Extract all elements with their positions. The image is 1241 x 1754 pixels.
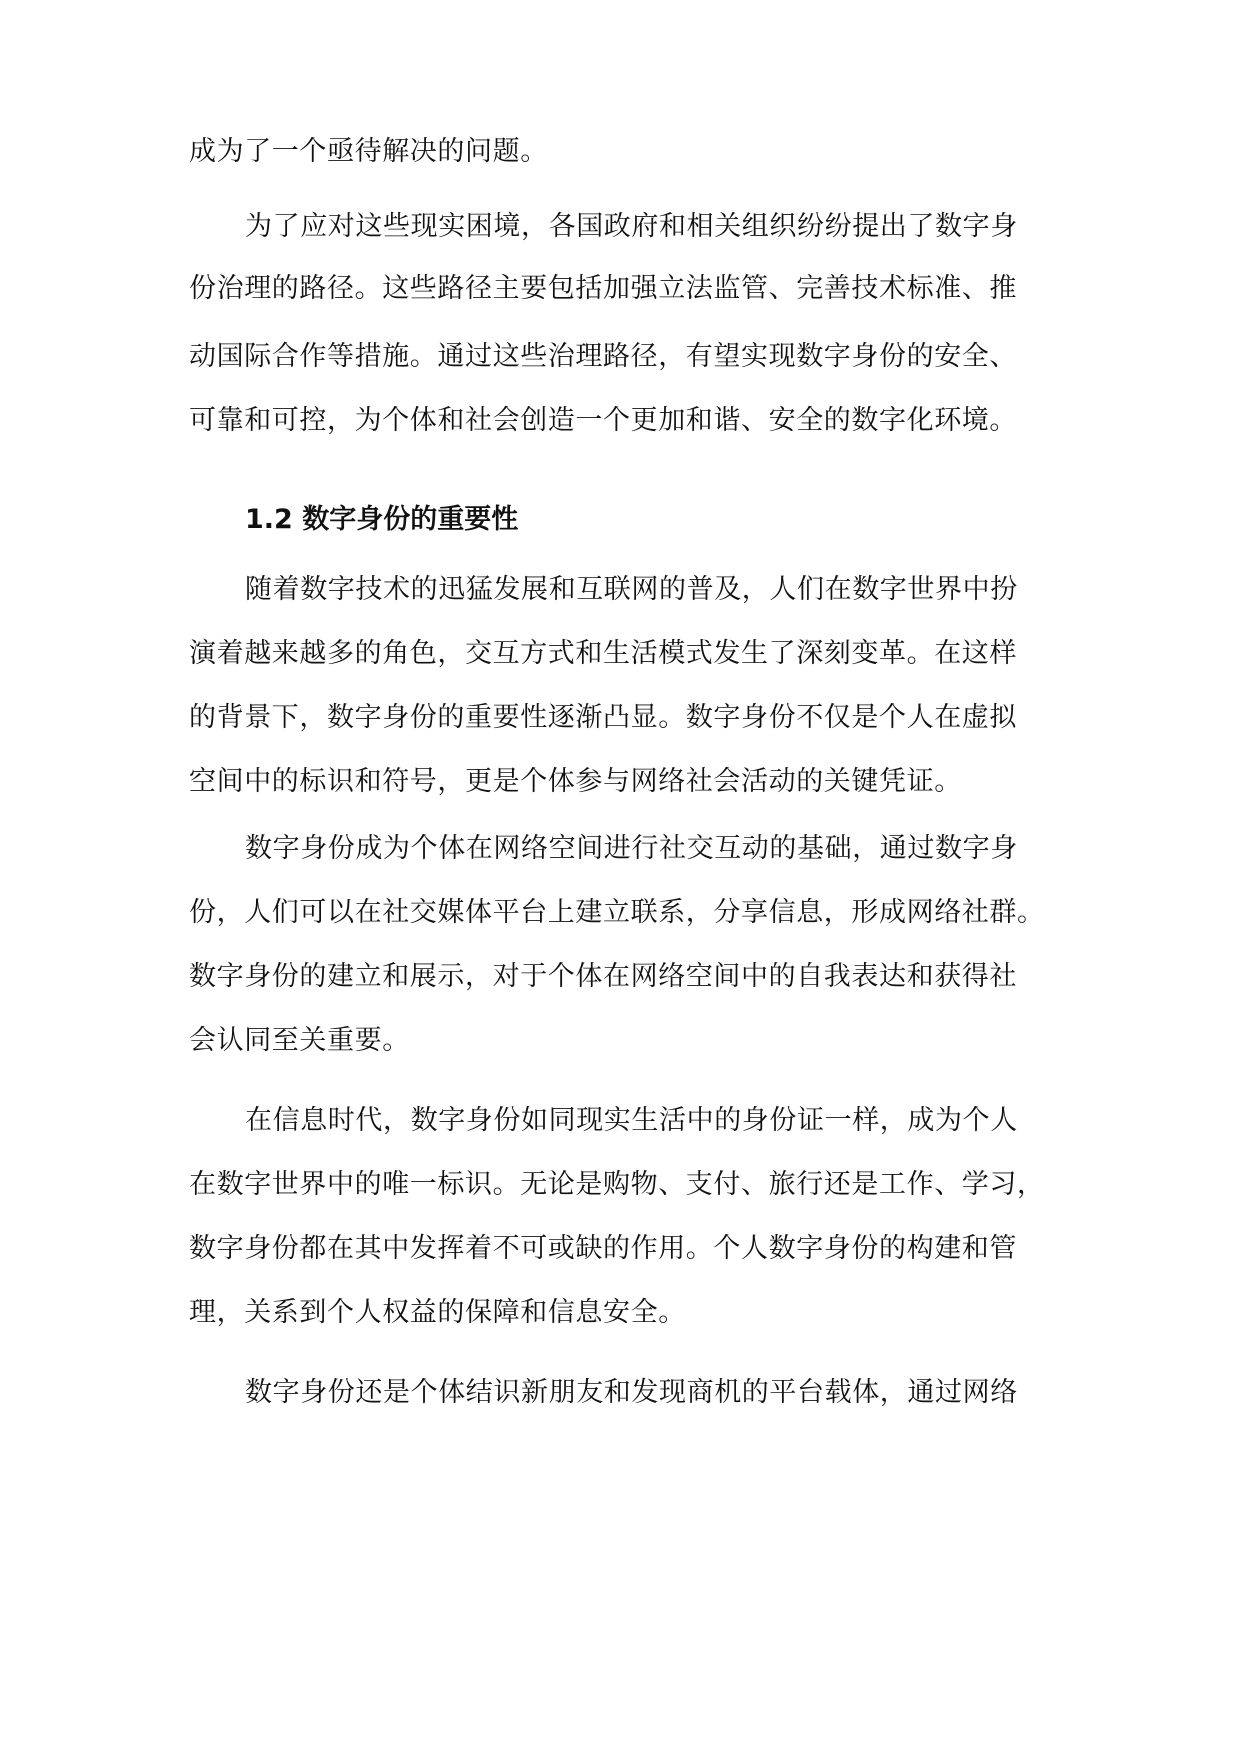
text-line: 份治理的路径。这些路径主要包括加强立法监管、完善技术标准、推	[189, 273, 1017, 304]
section-heading: 1.2 数字身份的重要性	[245, 504, 519, 535]
text-line: 在信息时代，数字身份如同现实生活中的身份证一样，成为个人	[245, 1105, 1018, 1136]
text-line: 空间中的标识和符号，更是个体参与网络社会活动的关键凭证。	[189, 766, 962, 797]
text-line: 会认同至关重要。	[189, 1025, 410, 1056]
text-line: 数字身份还是个体结识新朋友和发现商机的平台载体，通过网络	[245, 1377, 1018, 1408]
text-line: 随着数字技术的迅猛发展和互联网的普及，人们在数字世界中扮	[245, 574, 1018, 605]
text-line: 的背景下，数字身份的重要性逐渐凸显。数字身份不仅是个人在虚拟	[189, 702, 1017, 733]
text-line: 数字身份都在其中发挥着不可或缺的作用。个人数字身份的构建和管	[189, 1233, 1017, 1264]
text-line: 数字身份成为个体在网络空间进行社交互动的基础，通过数字身	[245, 833, 1018, 864]
text-line: 为了应对这些现实困境，各国政府和相关组织纷纷提出了数字身	[245, 211, 1018, 242]
text-line: 份，人们可以在社交媒体平台上建立联系，分享信息，形成网络社群。	[189, 897, 1045, 928]
text-line: 演着越来越多的角色，交互方式和生活模式发生了深刻变革。在这样	[189, 638, 1017, 669]
text-line: 成为了一个亟待解决的问题。	[189, 136, 548, 167]
text-line: 理，关系到个人权益的保障和信息安全。	[189, 1297, 686, 1328]
text-line: 可靠和可控，为个体和社会创造一个更加和谐、安全的数字化环境。	[189, 405, 1017, 436]
text-line: 数字身份的建立和展示，对于个体在网络空间中的自我表达和获得社	[189, 961, 1017, 992]
text-line: 在数字世界中的唯一标识。无论是购物、支付、旅行还是工作、学习，	[189, 1169, 1045, 1200]
text-line: 动国际合作等措施。通过这些治理路径，有望实现数字身份的安全、	[189, 341, 1017, 372]
